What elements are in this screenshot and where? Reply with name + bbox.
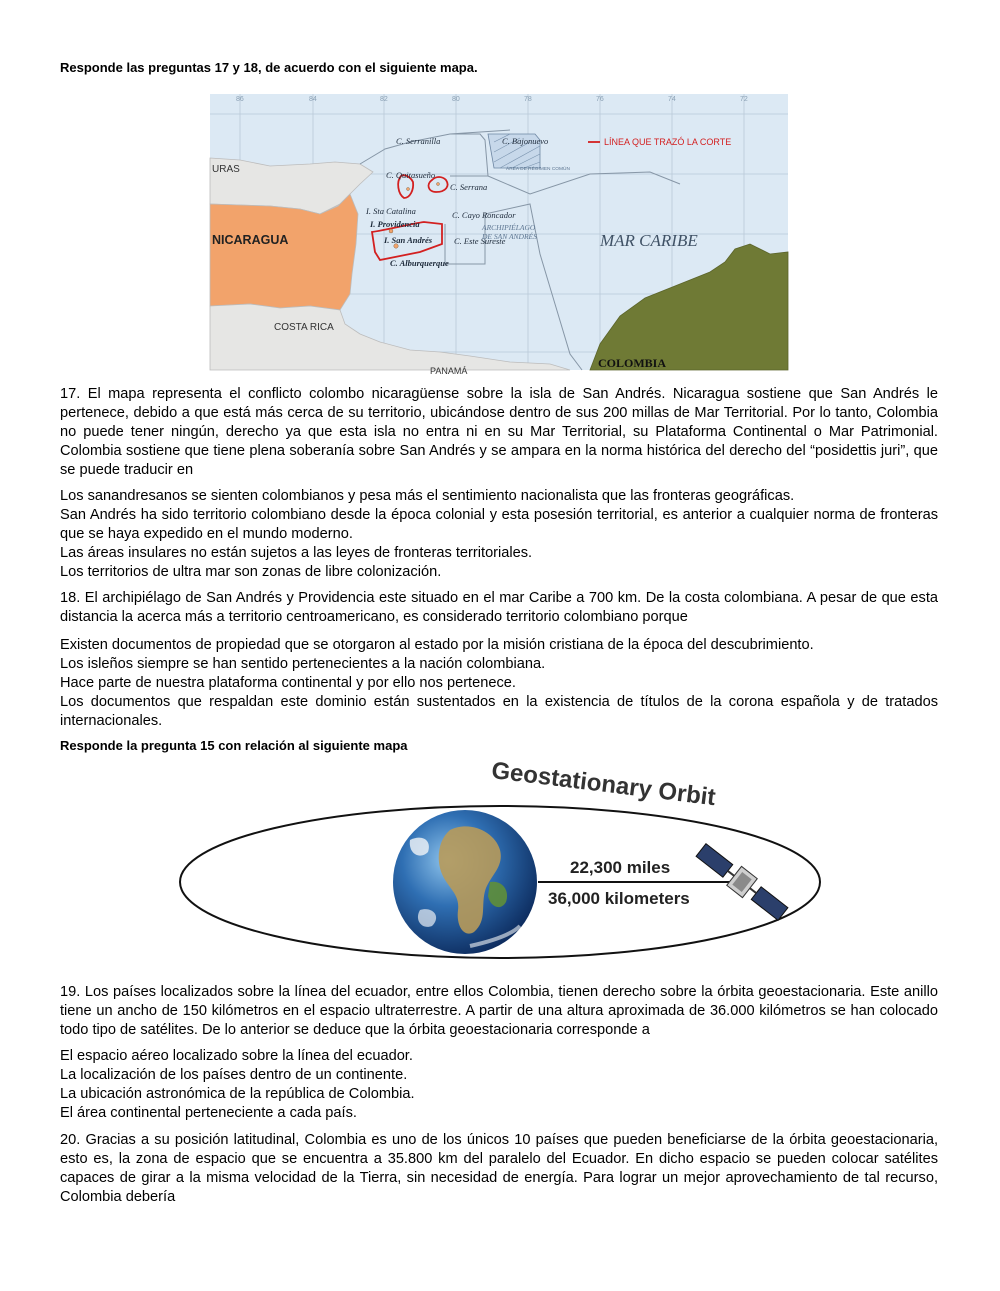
label-costa-rica: COSTA RICA xyxy=(274,322,334,333)
legend-court-line: LÍNEA QUE TRAZÓ LA CORTE xyxy=(604,137,732,147)
label-alburquerque: C. Alburquerque xyxy=(390,258,449,268)
distance-km: 36,000 kilometers xyxy=(548,889,690,908)
label-serranilla: C. Serranilla xyxy=(396,136,441,146)
question-17: 17. El mapa representa el conflicto colombo nicaragüense sobre la isla de San Andrés. Nicaragua sostiene que San Andrés le pertenece, debido a que está más cerca de su territorio, ubicándose dentro de sus 200 millas de Mar Territorial. Por lo tanto, Colombia no puede tener ningún, derecho ya que esta isla no entra ni en su Mar Territorial, su Plataforma Continental o Mar Patrimonial. Colombia sostiene que tiene plena soberanía sobre San Andrés y se ampara en la norma histórica del derecho del “posidettis juri”, que se puede traducir en xyxy=(60,386,938,478)
q19-option-3[interactable]: La ubicación astronómica de la república de Colombia. xyxy=(60,1086,415,1102)
tick-82: 82 xyxy=(380,96,388,103)
q17-option-3[interactable]: Las áreas insulares no están sujetos a las leyes de fronteras territoriales. xyxy=(60,545,533,561)
question-17-options xyxy=(60,487,938,582)
earth-icon xyxy=(393,810,537,954)
tick-72: 72 xyxy=(740,96,748,103)
q19-option-1[interactable]: El espacio aéreo localizado sobre la línea del ecuador. xyxy=(60,1048,413,1064)
q19-option-4[interactable]: El área continental perteneciente a cada país. xyxy=(60,1105,357,1121)
label-archipielago: ARCHIPIÉLAGO xyxy=(482,223,536,232)
question-19: 19. Los países localizados sobre la línea del ecuador, entre ellos Colombia, tienen derecho sobre la órbita geoestacionaria. Este anillo tiene un ancho de 150 kilómetros en el espacio ultraterrestre. A partir de una altura aproximada de 36.000 kilómetros se han colocado todo tipo de satélites. De lo anterior se deduce que la órbita geoestacionaria corresponde a xyxy=(60,984,938,1038)
q18-option-3[interactable]: Hace parte de nuestra plataforma continental y por ello nos pertenece. xyxy=(60,675,516,691)
question-20: 20. Gracias a su posición latitudinal, Colombia es uno de los únicos 10 países que pueden beneficiarse de la órbita geoestacionaria, esto es, la zona de espacio que se encuentra a 35.800 km del paralelo del Ecuador. En dicho espacio se pueden colocar satélites capaces de girar a la misma velocidad de la Tierra, sin necesidad de energía. Para lograr un mejor aprovechamiento de tal recurso, Colombia debería xyxy=(60,1132,938,1205)
distance-miles: 22,300 miles xyxy=(570,858,671,877)
question-18: 18. El archipiélago de San Andrés y Providencia este situado en el mar Caribe a 700 km. De la costa colombiana. A pesar de que esta distancia la acerca más a territorio centroamericano, es considerado territorio colombiano porque xyxy=(60,590,938,625)
question-19-options xyxy=(60,1047,938,1123)
section-heading-orbit: Responde la pregunta 15 con relación al siguiente mapa xyxy=(60,738,408,753)
q17-option-2[interactable]: San Andrés ha sido territorio colombiano desde la época colonial y esta posesión territorial, es anterior a cualquier norma de fronteras que se haya expedido en el mundo moderno. xyxy=(60,507,938,542)
tick-78: 78 xyxy=(524,96,532,103)
q18-option-2[interactable]: Los isleños siempre se han sentido pertenecientes a la nación colombiana. xyxy=(60,656,546,672)
label-roncador: C. Cayo Roncador xyxy=(452,210,516,220)
geostationary-orbit-figure xyxy=(170,756,830,970)
label-san-andres: I. San Andrés xyxy=(384,235,433,245)
label-archipielago-2: DE SAN ANDRÉS xyxy=(482,232,537,241)
q18-option-4[interactable]: Los documentos que respaldan este dominio están sustentados en la existencia de títulos de la corona española y de tratados internacionales. xyxy=(60,694,938,729)
label-nicaragua: NICARAGUA xyxy=(212,233,289,247)
label-quitasueno: C. Quitasueño xyxy=(386,170,436,180)
label-colombia: COLOMBIA xyxy=(598,356,667,370)
tick-80: 80 xyxy=(452,96,460,103)
q17-option-4[interactable]: Los territorios de ultra mar son zonas de libre colonización. xyxy=(60,564,442,580)
q17-option-1[interactable]: Los sanandresanos se sienten colombianos y pesa más el sentimiento nacionalista que las fronteras geográficas. xyxy=(60,488,795,504)
san-andres-map xyxy=(210,94,788,376)
orbit-title: Geostationary Orbit xyxy=(490,756,717,812)
question-18-options xyxy=(60,636,938,731)
q19-option-2[interactable]: La localización de los países dentro de un continente. xyxy=(60,1067,408,1083)
section-heading-map: Responde las preguntas 17 y 18, de acuerdo con el siguiente mapa. xyxy=(60,60,478,75)
tick-76: 76 xyxy=(596,96,604,103)
label-panama: PANAMÁ xyxy=(430,366,468,376)
label-common-regime: ÁREA DE RÉGIMEN COMÚN xyxy=(506,167,570,172)
q18-option-1[interactable]: Existen documentos de propiedad que se otorgaron al estado por la misión cristiana de la época del descubrimiento. xyxy=(60,637,814,653)
tick-84: 84 xyxy=(309,96,317,103)
tick-74: 74 xyxy=(668,96,676,103)
tick-86: 86 xyxy=(236,96,244,103)
label-este-sureste: C. Este Sureste xyxy=(454,236,506,246)
label-serrana: C. Serrana xyxy=(450,182,488,192)
label-mar-caribe: MAR CARIBE xyxy=(600,231,698,250)
label-providencia: I. Providencia xyxy=(370,219,420,229)
label-sta-catalina: I. Sta Catalina xyxy=(366,206,416,216)
label-honduras: URAS xyxy=(212,164,240,175)
label-bajonuevo: C. Bajonuevo xyxy=(502,136,549,146)
